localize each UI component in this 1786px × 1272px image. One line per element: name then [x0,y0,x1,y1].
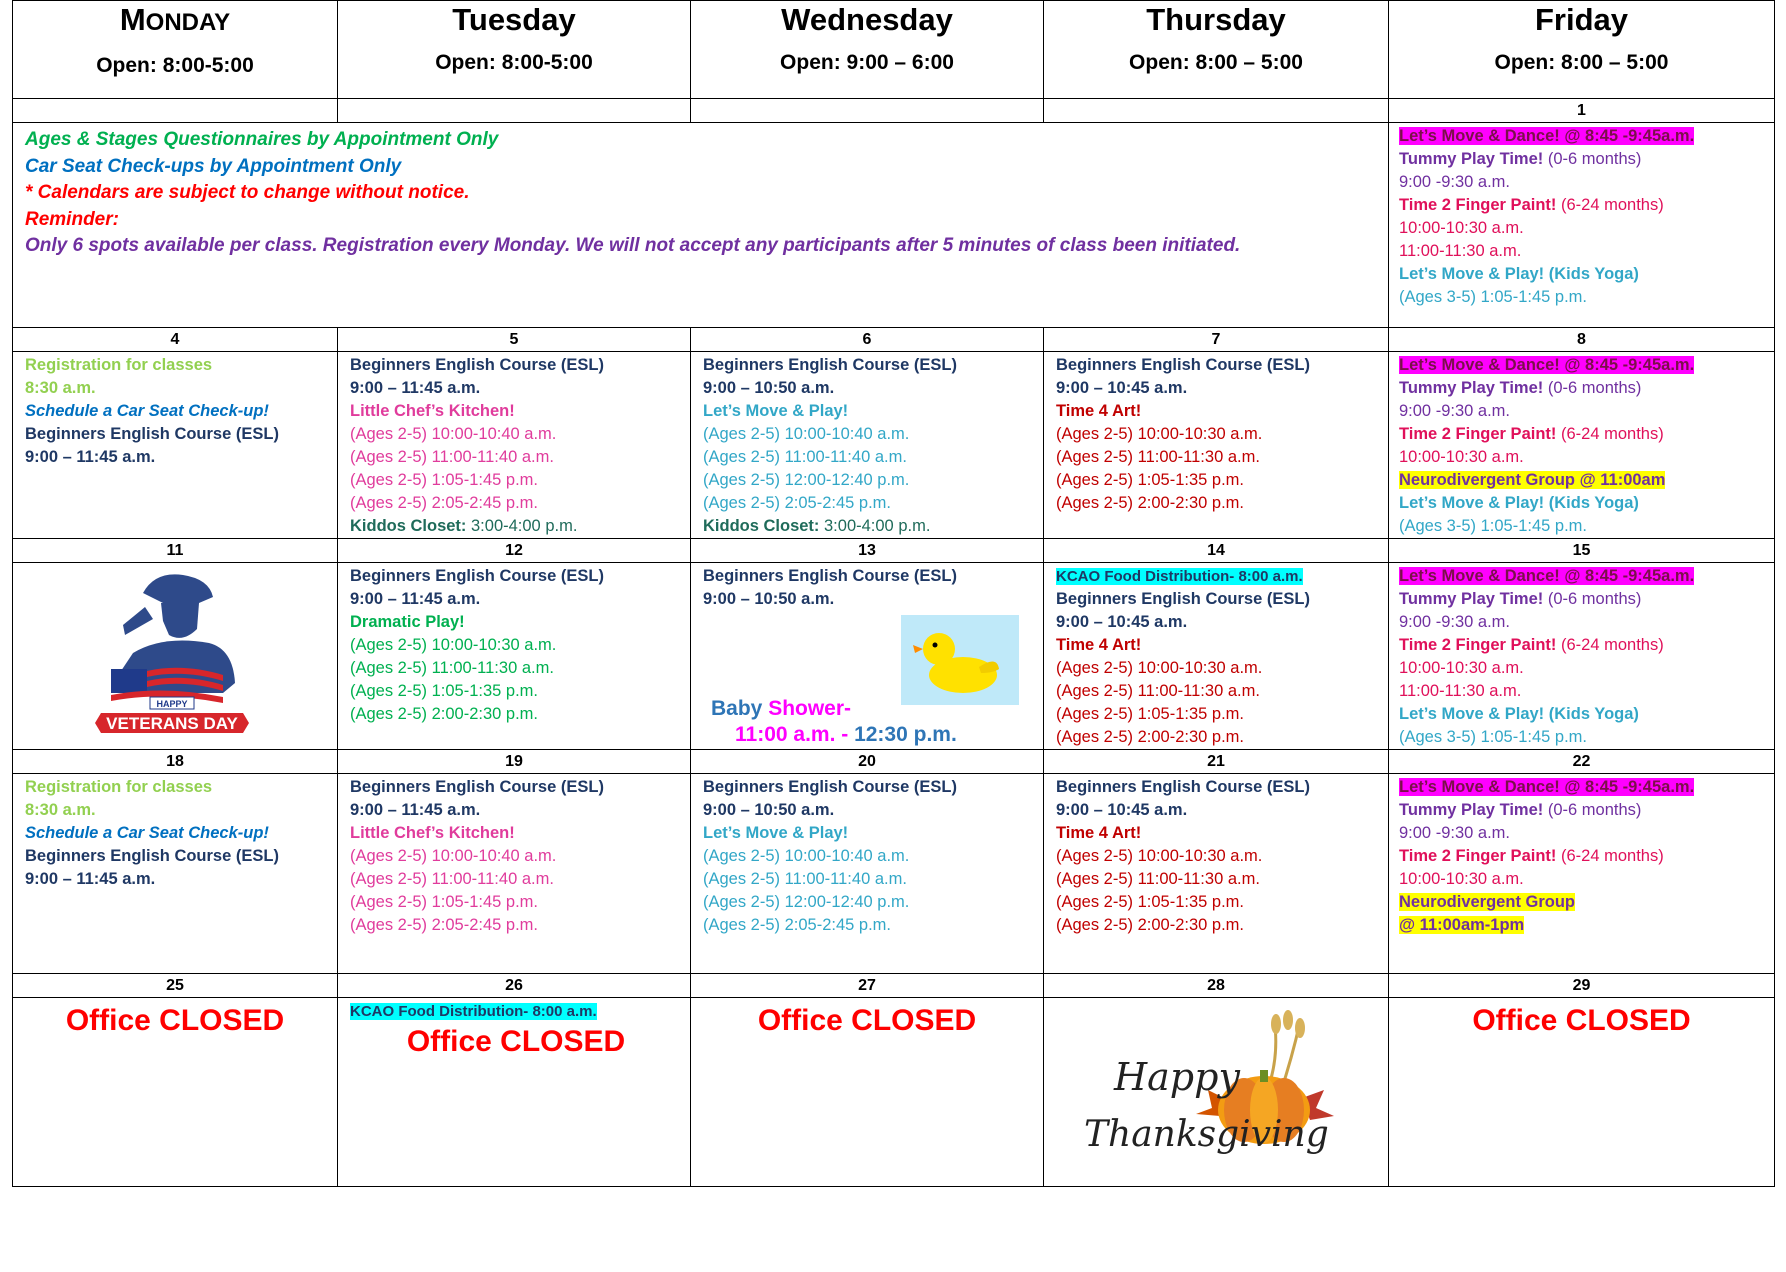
week2-content-row [13,352,1775,539]
date-cell: 19 [338,750,691,774]
tummy-time: 9:00 -9:30 a.m. [1399,173,1510,191]
monday-4-cell [13,352,338,539]
tummy-age: (0-6 months) [1543,379,1642,397]
calendar-grid [12,0,1775,1187]
move-play-time: (Ages 2-5) 11:00-11:40 a.m. [703,448,907,466]
tuesday-5-cell [338,352,691,539]
wednesday-13-cell [691,563,1044,750]
dramatic-title: Dramatic Play! [350,613,465,631]
week5-content-row [13,998,1775,1187]
esl-time: 9:00 – 11:45 a.m. [25,870,156,888]
monday-hours: Open: 8:00-5:00 [96,54,254,77]
finger-time: 10:00-10:30 a.m. [1399,870,1524,888]
date-cell: 27 [691,974,1044,998]
esl-time: 9:00 – 10:45 a.m. [1056,379,1188,397]
wednesday-20-cell [691,774,1044,974]
carseat-schedule: Schedule a Car Seat Check-up! [25,824,269,842]
office-closed-label: Office CLOSED [406,1025,626,1058]
tuesday-26-cell [338,998,691,1187]
chef-title: Little Chef’s Kitchen! [350,402,515,420]
art-title: Time 4 Art! [1056,824,1142,842]
chef-time: (Ages 2-5) 2:05-2:45 p.m. [350,916,539,934]
neurodivergent-badge: Neurodivergent Group @ 11:00am [1399,471,1666,489]
tummy-time: 9:00 -9:30 a.m. [1399,824,1510,842]
esl-time: 9:00 – 10:45 a.m. [1056,613,1188,631]
week1-content-row [13,123,1775,328]
date-cell: 22 [1389,750,1775,774]
asq-note: Ages & Stages Questionnaires by Appointment Only [25,129,499,150]
header-wednesday [691,1,1044,99]
finger-title: Time 2 Finger Paint! [1399,425,1557,443]
finger-title: Time 2 Finger Paint! [1399,636,1557,654]
chef-time: (Ages 2-5) 10:00-10:40 a.m. [350,847,557,865]
friday-8-cell [1389,352,1775,539]
friday-1-cell [1389,123,1775,328]
subject-note: * Calendars are subject to change without notice. [25,182,470,203]
wednesday-6-cell [691,352,1044,539]
week4-content-row [13,774,1775,974]
finger-time: 11:00-11:30 a.m. [1399,682,1522,700]
week2-date-row [13,328,1775,352]
wednesday-hours: Open: 9:00 – 6:00 [780,51,954,74]
art-time: (Ages 2-5) 10:00-10:30 a.m. [1056,659,1263,677]
header-thursday [1044,1,1389,99]
yoga-time: (Ages 3-5) 1:05-1:45 p.m. [1399,728,1588,746]
tummy-title: Tummy Play Time! [1399,150,1544,168]
chef-time: (Ages 2-5) 11:00-11:40 a.m. [350,448,554,466]
friday-name: Friday [1534,2,1629,37]
chef-time: (Ages 2-5) 11:00-11:40 a.m. [350,870,554,888]
week4-date-row [13,750,1775,774]
thursday-7-cell [1044,352,1389,539]
date-cell: 29 [1389,974,1775,998]
art-time: (Ages 2-5) 10:00-10:30 a.m. [1056,425,1263,443]
esl-title: Beginners English Course (ESL) [703,567,957,585]
monday-rest: ONDAY [145,9,231,36]
tuesday-12-cell [338,563,691,750]
closet-time: 3:00-4:00 p.m. [466,517,578,535]
art-time: (Ages 2-5) 11:00-11:30 a.m. [1056,682,1260,700]
move-dance-badge: Let’s Move & Dance! @ 8:45 -9:45a.m. [1399,778,1695,796]
finger-title: Time 2 Finger Paint! [1399,847,1557,865]
date-cell [338,99,691,123]
date-cell: 26 [338,974,691,998]
date-cell: 21 [1044,750,1389,774]
thursday-28-cell [1044,998,1389,1187]
esl-title: Beginners English Course (ESL) [350,356,604,374]
move-dance-badge: Let’s Move & Dance! @ 8:45 -9:45a.m. [1399,567,1695,585]
tummy-age: (0-6 months) [1543,801,1642,819]
art-time: (Ages 2-5) 2:00-2:30 p.m. [1056,728,1245,746]
finger-age: (6-24 months) [1556,847,1664,865]
date-cell: 25 [13,974,338,998]
header-friday [1389,1,1775,99]
spots-note: Only 6 spots available per class. Registration every Monday. We will not accept any participants after 5 minutes of class been initiated. [25,235,1241,256]
art-time: (Ages 2-5) 1:05-1:35 p.m. [1056,893,1245,911]
registration-title: Registration for classes [25,356,213,374]
chef-time: (Ages 2-5) 1:05-1:45 p.m. [350,893,539,911]
friday-hours: Open: 8:00 – 5:00 [1494,51,1669,74]
move-dance-badge: Let’s Move & Dance! @ 8:45 -9:45a.m. [1399,356,1695,374]
tummy-title: Tummy Play Time! [1399,801,1544,819]
art-time: (Ages 2-5) 11:00-11:30 a.m. [1056,448,1260,466]
finger-age: (6-24 months) [1556,425,1664,443]
header-monday [13,1,338,99]
kcao-badge: KCAO Food Distribution- 8:00 a.m. [350,1003,597,1020]
thanksgiving-title-text: Thanksgiving [1084,1114,1329,1155]
esl-title: Beginners English Course (ESL) [350,567,604,585]
thanksgiving-happy-text: Happy [1114,1055,1240,1099]
art-time: (Ages 2-5) 1:05-1:35 p.m. [1056,705,1245,723]
finger-time: 10:00-10:30 a.m. [1399,659,1524,677]
registration-time: 8:30 a.m. [25,801,96,819]
art-time: (Ages 2-5) 2:00-2:30 p.m. [1056,916,1245,934]
date-cell: 6 [691,328,1044,352]
tummy-time: 9:00 -9:30 a.m. [1399,613,1510,631]
baby-shower-label-b: Shower- [768,697,852,720]
date-cell: 5 [338,328,691,352]
week3-content-row [13,563,1775,750]
kcao-badge: KCAO Food Distribution- 8:00 a.m. [1056,568,1303,585]
registration-title: Registration for classes [25,778,213,796]
thursday-name: Thursday [1146,2,1286,37]
esl-time: 9:00 – 11:45 a.m. [25,448,156,466]
esl-title: Beginners English Course (ESL) [1056,778,1310,796]
tuesday-name: Tuesday [452,2,576,37]
tummy-age: (0-6 months) [1543,150,1642,168]
monday-initial: M [119,2,146,37]
thursday-21-cell [1044,774,1389,974]
friday-22-cell [1389,774,1775,974]
chef-title: Little Chef’s Kitchen! [350,824,515,842]
esl-title: Beginners English Course (ESL) [25,425,279,443]
esl-title: Beginners English Course (ESL) [703,778,957,796]
thursday-14-cell [1044,563,1389,750]
wednesday-name: Wednesday [781,2,953,37]
baby-shower-dash: - [835,723,855,746]
closet-time: 3:00-4:00 p.m. [819,517,931,535]
office-closed-label: Office CLOSED [1472,1004,1691,1037]
date-cell: 28 [1044,974,1389,998]
baby-shower-label-a: Baby [711,697,769,720]
art-time: (Ages 2-5) 10:00-10:30 a.m. [1056,847,1263,865]
veterans-day-icon [13,563,336,747]
closet-title: Kiddos Closet: [350,517,467,535]
date-cell: 7 [1044,328,1389,352]
monday-18-cell [13,774,338,974]
yoga-title: Let’s Move & Play! (Kids Yoga) [1399,494,1639,512]
veterans-title-text: VETERANS DAY [106,714,238,733]
yoga-time: (Ages 3-5) 1:05-1:45 p.m. [1399,517,1588,535]
esl-time: 9:00 – 11:45 a.m. [350,801,481,819]
finger-time: 10:00-10:30 a.m. [1399,448,1524,466]
header-tuesday [338,1,691,99]
esl-time: 9:00 – 10:50 a.m. [703,379,835,397]
dramatic-time: (Ages 2-5) 10:00-10:30 a.m. [350,636,557,654]
esl-time: 9:00 – 10:50 a.m. [703,590,835,608]
friday-15-cell [1389,563,1775,750]
date-cell: 12 [338,539,691,563]
esl-time: 9:00 – 10:45 a.m. [1056,801,1188,819]
chef-time: (Ages 2-5) 2:05-2:45 p.m. [350,494,539,512]
art-title: Time 4 Art! [1056,402,1142,420]
move-play-time: (Ages 2-5) 2:05-2:45 p.m. [703,494,892,512]
dramatic-time: (Ages 2-5) 1:05-1:35 p.m. [350,682,539,700]
esl-title: Beginners English Course (ESL) [703,356,957,374]
date-cell [691,99,1044,123]
esl-title: Beginners English Course (ESL) [1056,590,1310,608]
office-closed-label: Office CLOSED [65,1004,285,1037]
chef-time: (Ages 2-5) 10:00-10:40 a.m. [350,425,557,443]
move-play-time: (Ages 2-5) 11:00-11:40 a.m. [703,870,907,888]
esl-time: 9:00 – 10:50 a.m. [703,801,835,819]
date-cell: 15 [1389,539,1775,563]
date-cell: 8 [1389,328,1775,352]
header-row [13,1,1775,99]
art-time: (Ages 2-5) 1:05-1:35 p.m. [1056,471,1245,489]
finger-time: 11:00-11:30 a.m. [1399,242,1522,260]
esl-time: 9:00 – 11:45 a.m. [350,379,481,397]
date-cell: 18 [13,750,338,774]
move-play-time: (Ages 2-5) 10:00-10:40 a.m. [703,425,910,443]
monday-25-cell [13,998,338,1187]
date-cell: 4 [13,328,338,352]
yoga-title: Let’s Move & Play! (Kids Yoga) [1399,705,1639,723]
carseat-schedule: Schedule a Car Seat Check-up! [25,402,269,420]
closet-title: Kiddos Closet: [703,517,820,535]
tummy-time: 9:00 -9:30 a.m. [1399,402,1510,420]
tummy-title: Tummy Play Time! [1399,590,1544,608]
yoga-time: (Ages 3-5) 1:05-1:45 p.m. [1399,288,1588,306]
art-title: Time 4 Art! [1056,636,1142,654]
veterans-happy-text: HAPPY [156,699,188,709]
date-cell: 14 [1044,539,1389,563]
art-time: (Ages 2-5) 2:00-2:30 p.m. [1056,494,1245,512]
esl-title: Beginners English Course (ESL) [350,778,604,796]
esl-title: Beginners English Course (ESL) [1056,356,1310,374]
move-play-time: (Ages 2-5) 2:05-2:45 p.m. [703,916,892,934]
date-cell [1044,99,1389,123]
tuesday-hours: Open: 8:00-5:00 [435,51,593,74]
week3-date-row [13,539,1775,563]
finger-time: 10:00-10:30 a.m. [1399,219,1524,237]
tuesday-19-cell [338,774,691,974]
finger-title: Time 2 Finger Paint! [1399,196,1557,214]
dramatic-time: (Ages 2-5) 2:00-2:30 p.m. [350,705,539,723]
week5-date-row [13,974,1775,998]
move-play-time: (Ages 2-5) 12:00-12:40 p.m. [703,893,910,911]
esl-time: 9:00 – 11:45 a.m. [350,590,481,608]
tummy-title: Tummy Play Time! [1399,379,1544,397]
monday-11-cell [13,563,338,750]
tummy-age: (0-6 months) [1543,590,1642,608]
date-cell: 20 [691,750,1044,774]
move-play-time: (Ages 2-5) 12:00-12:40 p.m. [703,471,910,489]
week1-date-row [13,99,1775,123]
neurodivergent-badge: Neurodivergent Group [1399,893,1576,911]
wednesday-27-cell [691,998,1044,1187]
esl-title: Beginners English Course (ESL) [25,847,279,865]
neurodivergent-time-badge: @ 11:00am-1pm [1399,916,1525,934]
date-cell: 13 [691,539,1044,563]
finger-age: (6-24 months) [1556,636,1664,654]
office-closed-label: Office CLOSED [757,1004,977,1037]
baby-shower-end: 12:30 p.m. [854,723,957,746]
thursday-hours: Open: 8:00 – 5:00 [1129,51,1303,74]
date-cell: 11 [13,539,338,563]
date-cell [13,99,338,123]
move-dance-badge: Let’s Move & Dance! @ 8:45 -9:45a.m. [1399,127,1695,145]
finger-age: (6-24 months) [1556,196,1664,214]
thanksgiving-pumpkin-icon [1044,998,1387,1185]
reminder-note: Reminder: [25,208,119,230]
dramatic-time: (Ages 2-5) 11:00-11:30 a.m. [350,659,554,677]
date-cell: 1 [1389,99,1775,123]
friday-29-cell [1389,998,1775,1187]
art-time: (Ages 2-5) 11:00-11:30 a.m. [1056,870,1260,888]
rubber-duck-icon [901,615,1019,705]
move-play-title: Let’s Move & Play! [703,402,849,420]
registration-time: 8:30 a.m. [25,379,96,397]
notes-cell [13,123,1389,328]
baby-shower-start: 11:00 a.m. [735,723,836,746]
carseat-note: Car Seat Check-ups by Appointment Only [25,155,402,177]
move-play-title: Let’s Move & Play! [703,824,849,842]
move-play-time: (Ages 2-5) 10:00-10:40 a.m. [703,847,910,865]
chef-time: (Ages 2-5) 1:05-1:45 p.m. [350,471,539,489]
yoga-title: Let’s Move & Play! (Kids Yoga) [1399,265,1639,283]
